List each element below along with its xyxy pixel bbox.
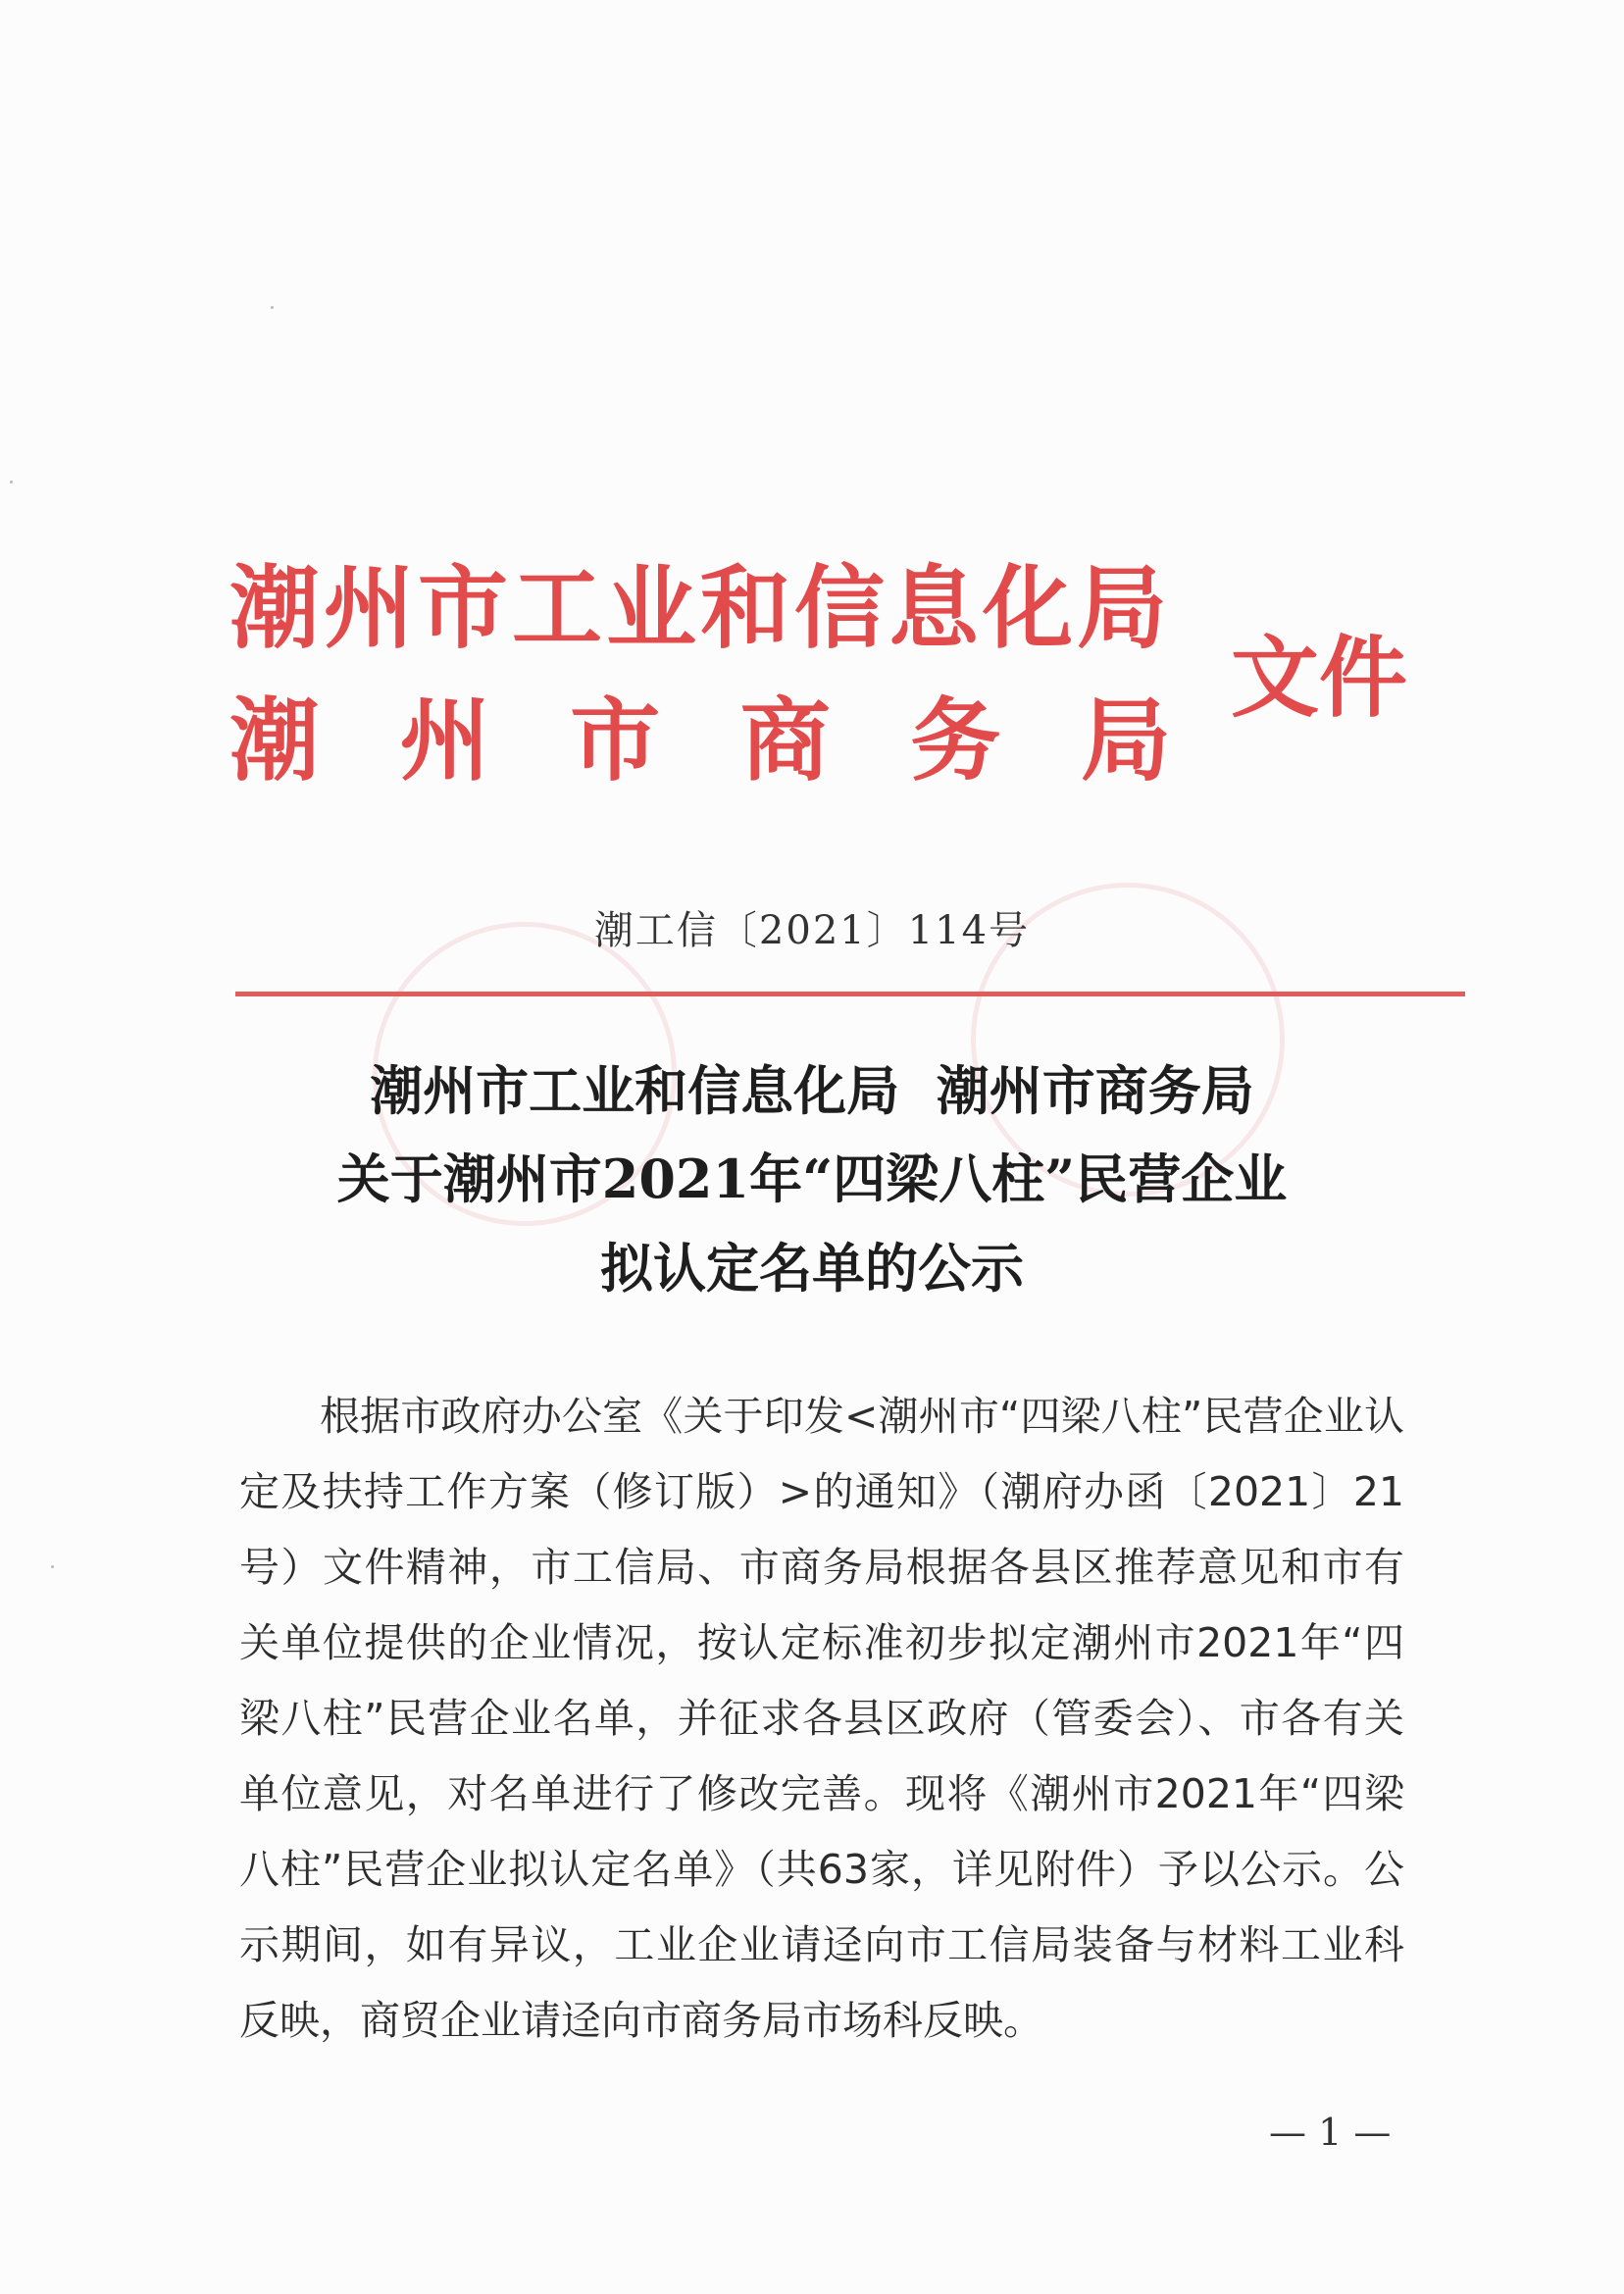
- letterhead-char: 潮: [229, 688, 321, 793]
- letterhead-char: 州: [399, 688, 490, 793]
- body-paragraph: 根据市政府办公室《关于印发<潮州市“四梁八柱”民营企业认定及扶持工作方案（修订版）>的通知》（潮府办函〔2021〕21号）文件精神，市工信局、市商务局根据各县区推荐意见和市有关单位提供的企业情况，按认定标准初步拟定潮州市2021年“四梁八柱”民营企业名单，并征求各县区政府（管委会）、市各有关单位意见，对名单进行了修改完善。现将《潮州市2021年“四梁八柱”民营企业拟认定名单》（共63家，详见附件）予以公示。公示期间，如有异议，工业企业请迳向市工信局装备与材料工业科反映，商贸企业请迳向市商务局市场科反映。: [239, 1393, 1404, 2044]
- title-line-1: 潮州市工业和信息化局 潮州市商务局: [370, 1059, 1254, 1122]
- letterhead-suffix: 文件: [1231, 626, 1407, 730]
- scan-speck: [271, 306, 274, 309]
- scan-speck: [51, 1565, 54, 1568]
- red-separator-line: [235, 992, 1465, 996]
- letterhead-char: 务: [910, 688, 1001, 793]
- letterhead-char: 商: [739, 688, 831, 793]
- document-number: 潮工信〔2021〕114号: [593, 908, 1031, 953]
- title-line-2: 关于潮州市2021年“四梁八柱”民营企业: [336, 1147, 1288, 1210]
- page-number: — 1 —: [1269, 2111, 1392, 2154]
- letterhead-agency-1: 潮州市工业和信息化局: [229, 555, 1172, 661]
- letterhead-char: 市: [570, 688, 661, 793]
- letterhead-agency-2: [229, 688, 1171, 793]
- title-line-3: 拟认定名单的公示: [600, 1237, 1024, 1300]
- scan-speck: [10, 481, 13, 484]
- letterhead-char: 局: [1080, 688, 1171, 793]
